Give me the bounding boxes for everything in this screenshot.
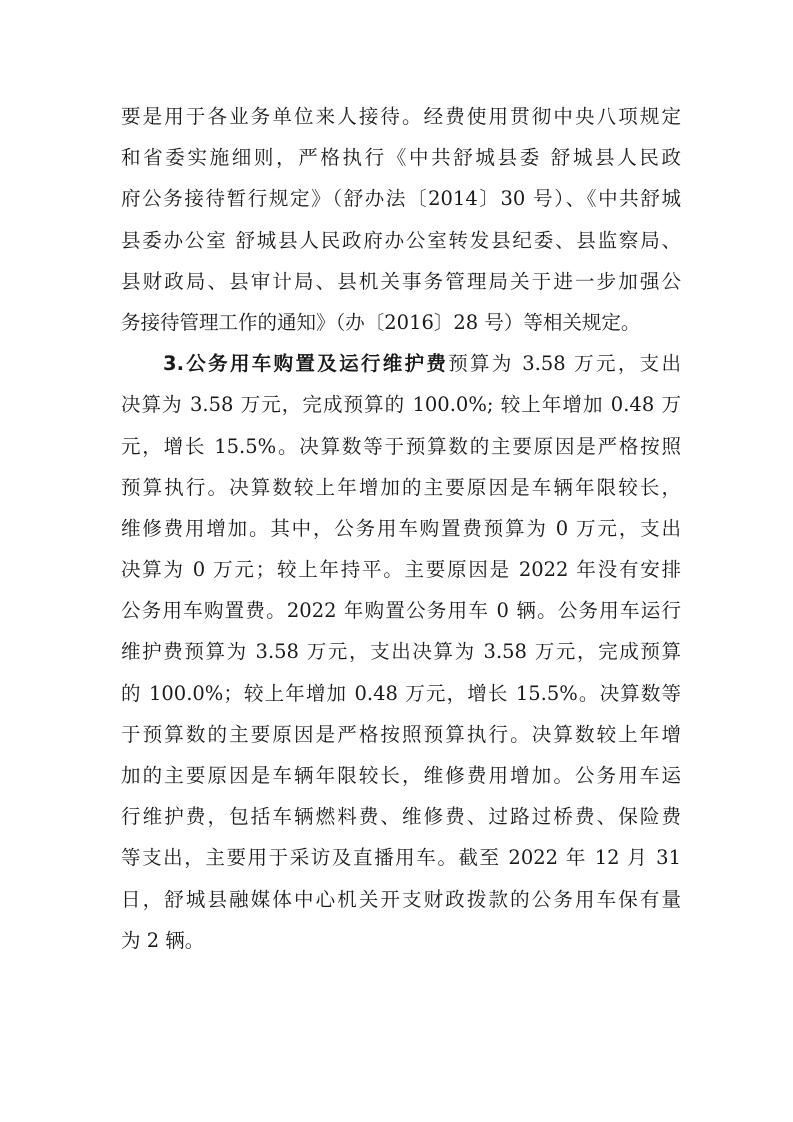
body-text [121, 96, 681, 961]
paragraph-1-line-1: 要是用于各业务单位来人接待。经费使用贯彻中央八项规定 [121, 105, 681, 128]
paragraph-1-line-4: 县委办公室 舒城县人民政府办公室转发县纪委、县监察局、 [121, 228, 681, 252]
paragraph-2-first-line-text: 预算为 3.58 万元，支出 [448, 352, 681, 376]
paragraph-1-line-5: 县财政局、县审计局、县机关事务管理局关于进一步加强公 [121, 269, 681, 293]
paragraph-2-line-13: 等支出，主要用于采访及直播用车。截至 2022 年 12 月 31 [121, 846, 681, 870]
paragraph-2-line-2: 决算为 3.58 万元，完成预算的 100.0%; 较上年增加 0.48 万 [121, 393, 681, 417]
paragraph-2-line-4: 预算执行。决算数较上年增加的主要原因是车辆年限较长， [121, 475, 681, 499]
section-heading-vehicle-costs: 3.公务用车购置及运行维护费 [163, 352, 449, 376]
paragraph-2-line-1 [121, 343, 681, 384]
paragraph-2-line-10: 于预算数的主要原因是严格按照预算执行。决算数较上年增 [121, 722, 681, 746]
paragraph-2-line-11: 加的主要原因是车辆年限较长，维修费用增加。公务用车运 [121, 764, 681, 787]
paragraph-1-line-3: 府公务接待暂行规定》（舒办法〔2014〕30 号）、《中共舒城 [121, 187, 681, 211]
paragraph-2-line-9: 的 100.0%；较上年增加 0.48 万元，增长 15.5%。决算数等 [121, 681, 681, 705]
paragraph-2-line-14: 日，舒城县融媒体中心机关开支财政拨款的公务用车保有量 [121, 887, 681, 911]
paragraph-2-line-6: 决算为 0 万元；较上年持平。主要原因是 2022 年没有安排 [121, 558, 681, 582]
paragraph-2-line-3: 元，增长 15.5%。决算数等于预算数的主要原因是严格按照 [121, 434, 681, 458]
paragraph-2-line-5: 维修费用增加。其中，公务用车购置费预算为 0 万元，支出 [121, 516, 681, 540]
paragraph-1-line-6: 务接待管理工作的通知》（办〔2016〕28 号）等相关规定。 [121, 310, 641, 334]
paragraph-2-line-7: 公务用车购置费。2022 年购置公务用车 0 辆。公务用车运行 [121, 599, 681, 623]
paragraph-2-line-8: 维护费预算为 3.58 万元，支出决算为 3.58 万元，完成预算 [121, 640, 681, 664]
paragraph-2-line-12: 行维护费，包括车辆燃料费、维修费、过路过桥费、保险费 [121, 805, 681, 829]
paragraph-1-line-2: 和省委实施细则，严格执行《中共舒城县委 舒城县人民政 [121, 146, 681, 170]
paragraph-2-line-15: 为 2 辆。 [121, 928, 205, 952]
